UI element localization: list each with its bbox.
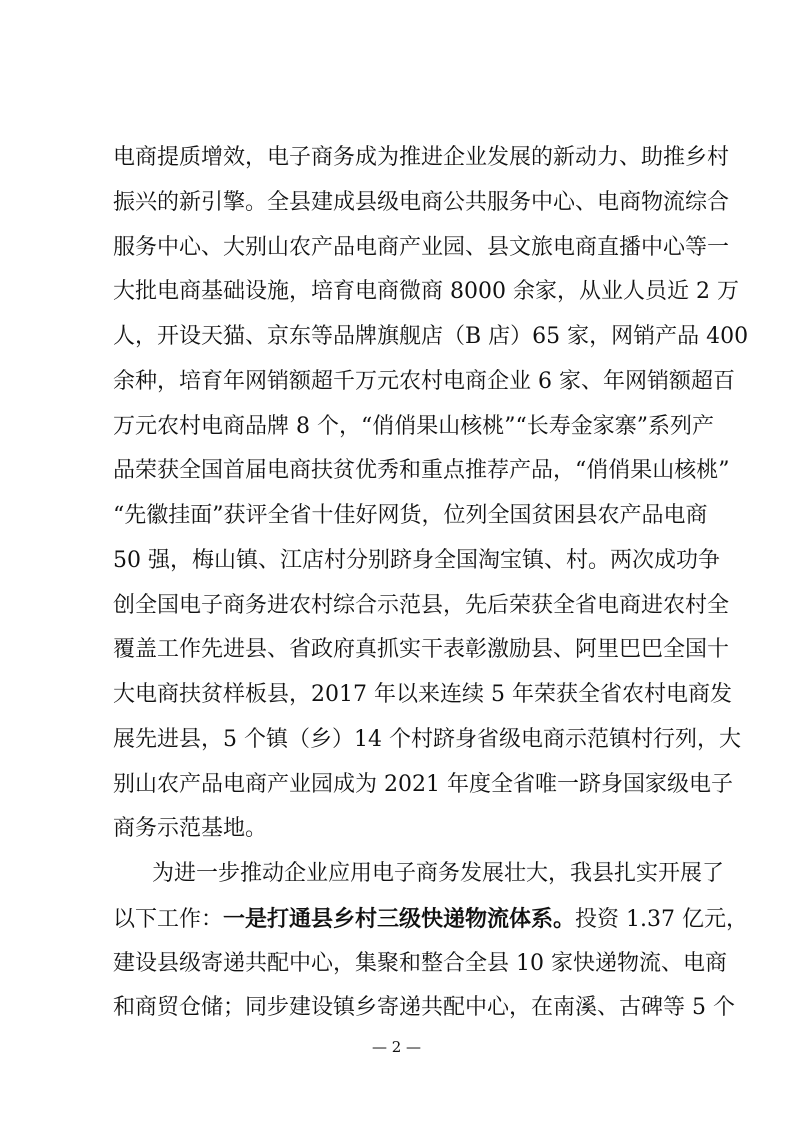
paragraph-line: 为进一步推动企业应用电子商务发展壮大，我县扎实开展了	[152, 861, 725, 886]
paragraph-line: 品荣获全国首届电商扶贫优秀和重点推荐产品，“俏俏果山核桃”	[113, 458, 730, 483]
paragraph-line: 50 强，梅山镇、江店村分别跻身全国淘宝镇、村。两次成功争	[113, 548, 720, 573]
paragraph-line: 创全国电子商务进农村综合示范县，先后荣获全省电商进农村全	[113, 593, 730, 618]
paragraph-line: 大电商扶贫样板县，2017 年以来连续 5 年荣获全省农村电商发	[113, 682, 732, 707]
paragraph-line: 建设县级寄递共配中心，集聚和整合全县 10 家快递物流、电商	[113, 951, 727, 976]
paragraph-line: 万元农村电商品牌 8 个，“俏俏果山核桃”“长寿金家寨”系列产	[113, 414, 714, 439]
paragraph-line: 余种，培育年网销额超千万元农村电商企业 6 家、年网销额超百	[113, 369, 735, 394]
page-number: — 2 —	[371, 1038, 422, 1056]
line-suffix-text: 投资 1.37 亿元，	[575, 907, 749, 932]
paragraph-line: 覆盖工作先进县、省政府真抓实干表彰激励县、阿里巴巴全国十	[113, 637, 730, 662]
paragraph-line: 别山农产品电商产业园成为 2021 年度全省唯一跻身国家级电子	[113, 772, 733, 797]
paragraph-line: 和商贸仓储；同步建设镇乡寄递共配中心，在南溪、古碑等 5 个	[113, 995, 735, 1020]
paragraph-line: 商务示范基地。	[113, 816, 268, 841]
paragraph-line: 电商提质增效，电子商务成为推进企业发展的新动力、助推乡村	[113, 145, 730, 170]
paragraph-line-mixed	[113, 902, 749, 936]
line-prefix-text: 以下工作：	[113, 907, 224, 932]
paragraph-line: 人，开设天猫、京东等品牌旗舰店（B 店）65 家，网销产品 400	[113, 324, 749, 349]
bold-heading-text: 一是打通县乡村三级快递物流体系。	[223, 906, 576, 932]
paragraph-line: “先徽挂面”获评全省十佳好网货，位列全国贫困县农产品电商	[113, 503, 708, 528]
paragraph-line: 展先进县，5 个镇（乡）14 个村跻身省级电商示范镇村行列，大	[113, 727, 741, 752]
paragraph-line: 振兴的新引擎。全县建成县级电商公共服务中心、电商物流综合	[113, 190, 730, 215]
paragraph-line: 大批电商基础设施，培育电商微商 8000 余家，从业人员近 2 万	[113, 279, 739, 304]
paragraph-line: 服务中心、大别山农产品电商产业园、县文旅电商直播中心等一	[113, 235, 730, 260]
